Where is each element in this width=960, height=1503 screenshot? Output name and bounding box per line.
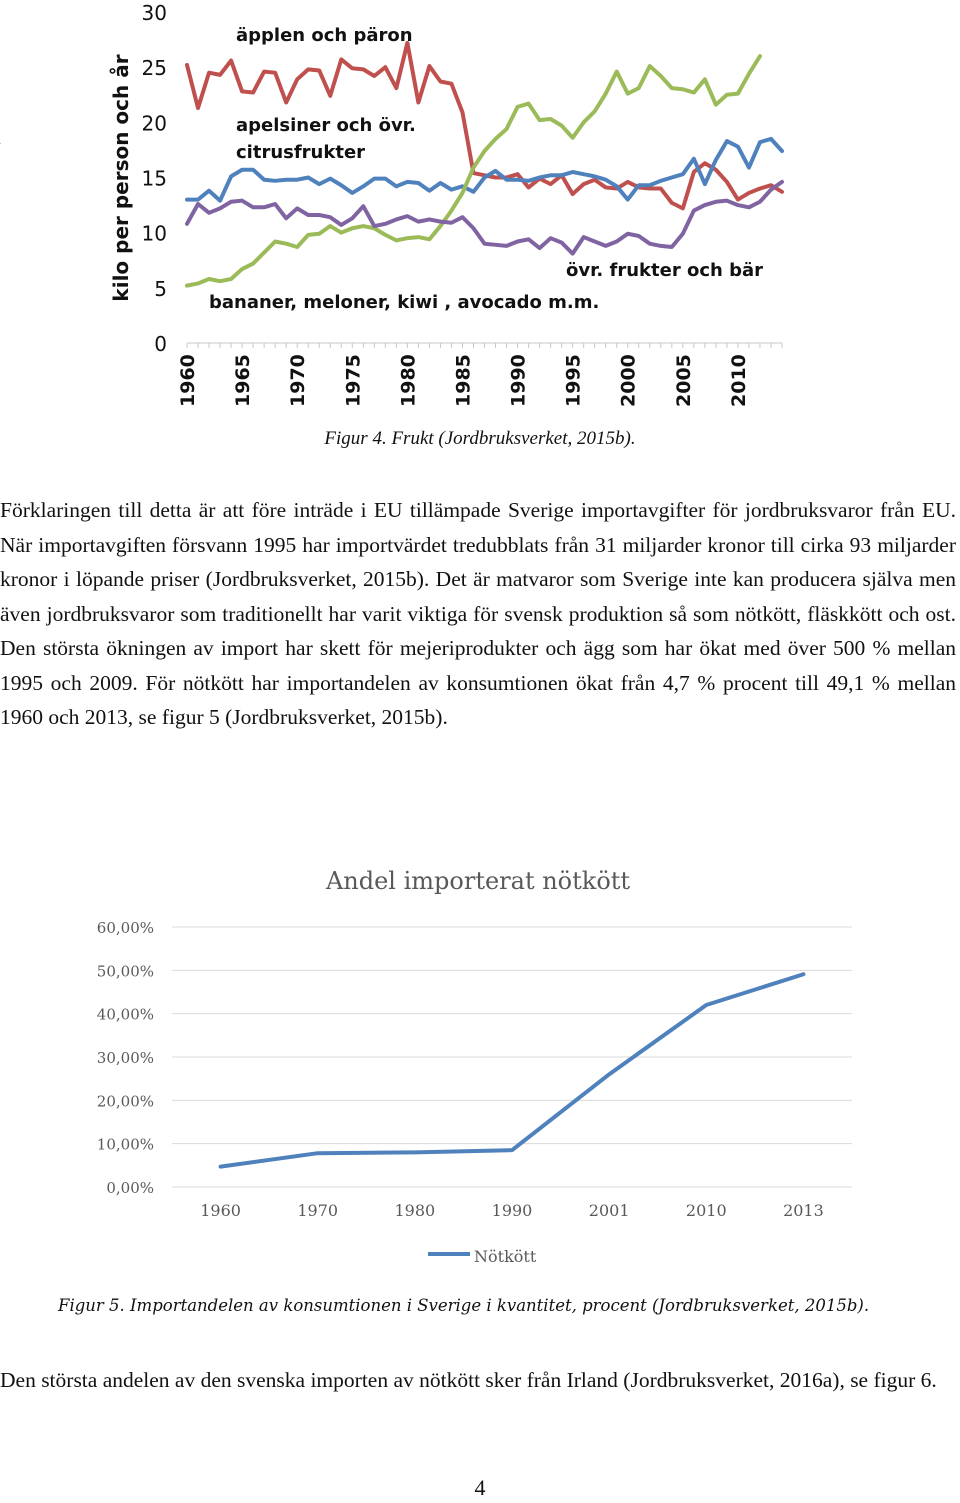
data-point — [230, 176, 231, 177]
data-point — [197, 107, 198, 108]
data-point — [451, 189, 452, 190]
data-point — [385, 234, 386, 235]
y-tick-label: 25 — [141, 56, 167, 81]
data-point — [682, 174, 683, 175]
data-point — [407, 216, 408, 217]
data-point — [561, 242, 562, 243]
data-point — [407, 238, 408, 239]
data-point — [616, 186, 617, 187]
data-point — [363, 225, 364, 226]
data-point — [550, 184, 551, 185]
x-tick-label: 2000 — [617, 354, 640, 407]
data-point — [440, 225, 441, 226]
figure-5-caption: Figur 5. Importandelen av konsumtionen i Sverige i kvantitet, procent (Jordbruksverket, 2015b). — [58, 1296, 870, 1315]
data-point — [506, 128, 507, 129]
data-point — [737, 93, 738, 94]
y-tick-label: 50,00% — [96, 962, 154, 981]
data-point — [418, 221, 419, 222]
data-point — [352, 192, 353, 193]
data-point — [682, 208, 683, 209]
data-point — [583, 174, 584, 175]
x-tick-label: 1990 — [491, 1201, 533, 1220]
data-point — [253, 92, 254, 93]
data-point — [462, 186, 463, 187]
y-gridlines — [187, 343, 782, 348]
data-point — [726, 200, 727, 201]
x-tick-label: 2005 — [672, 354, 695, 407]
data-point — [660, 180, 661, 181]
data-point — [264, 207, 265, 208]
data-point — [317, 1152, 319, 1154]
data-point — [330, 95, 331, 96]
data-point — [418, 182, 419, 183]
data-point — [374, 225, 375, 226]
data-point — [363, 206, 364, 207]
data-point — [186, 223, 187, 224]
chart-title: Andel importerat nötkött — [325, 867, 631, 895]
data-point — [186, 199, 187, 200]
y-tick-label: 10 — [141, 221, 167, 246]
data-point — [594, 176, 595, 177]
data-point — [583, 236, 584, 237]
data-point — [627, 199, 628, 200]
data-point — [528, 187, 529, 188]
data-point — [275, 72, 276, 73]
data-point — [264, 179, 265, 180]
data-point — [451, 210, 452, 211]
data-point — [693, 171, 694, 172]
data-point — [737, 146, 738, 147]
data-point — [495, 138, 496, 139]
data-point — [253, 263, 254, 264]
body-paragraph-2: Den största andelen av den svenska importen av nötkött sker från Irland (Jordbruksverket, 2016a), se figur 6. — [0, 1368, 937, 1392]
data-point — [561, 175, 562, 176]
data-point — [0, 143, 1, 144]
data-point — [572, 171, 573, 172]
data-point — [319, 214, 320, 215]
data-point — [528, 103, 529, 104]
data-point — [759, 56, 760, 57]
x-tick-label: 1995 — [562, 354, 585, 407]
data-point — [462, 217, 463, 218]
x-tick-labels — [177, 354, 750, 407]
data-point — [748, 207, 749, 208]
y-tick-label: 30,00% — [96, 1049, 154, 1067]
data-point — [616, 241, 617, 242]
data-point — [220, 1166, 222, 1168]
data-point — [186, 64, 187, 65]
data-point — [451, 222, 452, 223]
data-point — [330, 217, 331, 218]
data-point — [385, 223, 386, 224]
data-point — [726, 140, 727, 141]
series-lines — [220, 973, 804, 1167]
x-tick-label: 1970 — [297, 1201, 339, 1220]
data-point — [286, 179, 287, 180]
data-point — [594, 111, 595, 112]
data-point — [308, 214, 309, 215]
data-point — [682, 89, 683, 90]
data-point — [539, 177, 540, 178]
data-point — [528, 180, 529, 181]
data-point — [781, 150, 782, 151]
data-point — [693, 158, 694, 159]
data-point — [429, 219, 430, 220]
data-point — [748, 192, 749, 193]
label-bananas: bananer, meloner, kiwi , avocado m.m. — [209, 292, 600, 313]
x-tick-label: 1990 — [507, 354, 530, 407]
data-point — [748, 167, 749, 168]
imported-beef-chart — [0, 840, 960, 1280]
data-point — [297, 179, 298, 180]
data-point — [396, 88, 397, 89]
x-tick-label: 1960 — [200, 1201, 241, 1220]
data-point — [253, 207, 254, 208]
data-point — [275, 180, 276, 181]
data-point — [208, 72, 209, 73]
data-point — [495, 244, 496, 245]
data-point — [638, 185, 639, 186]
data-point — [671, 202, 672, 203]
data-point — [759, 188, 760, 189]
x-tick-label: 1970 — [287, 354, 310, 407]
data-point — [671, 246, 672, 247]
data-point — [308, 234, 309, 235]
data-point — [418, 236, 419, 237]
y-tick-label: 40,00% — [96, 1005, 154, 1024]
y-tick-label: 15 — [141, 166, 167, 191]
data-point — [363, 186, 364, 187]
data-point — [197, 199, 198, 200]
y-axis-title: kilo per person och år — [109, 54, 133, 302]
data-point — [440, 221, 441, 222]
data-point — [286, 102, 287, 103]
data-point — [715, 104, 716, 105]
data-point — [781, 181, 782, 182]
data-point — [462, 192, 463, 193]
data-point — [704, 204, 705, 205]
data-point — [462, 112, 463, 113]
data-point — [660, 245, 661, 246]
data-point — [407, 181, 408, 182]
data-point — [759, 142, 760, 143]
data-point — [495, 170, 496, 171]
data-point — [230, 201, 231, 202]
y-tick-label: 0,00% — [106, 1179, 154, 1197]
data-point — [418, 102, 419, 103]
data-point — [341, 59, 342, 60]
x-tick-label: 2010 — [685, 1201, 727, 1220]
data-point — [219, 208, 220, 209]
y-tick-label: 0 — [154, 332, 167, 356]
data-point — [583, 122, 584, 123]
data-point — [241, 91, 242, 92]
data-point — [219, 74, 220, 75]
data-point — [429, 239, 430, 240]
data-point — [396, 186, 397, 187]
data-point — [550, 175, 551, 176]
data-point — [186, 285, 187, 286]
data-point — [484, 177, 485, 178]
data-point — [638, 88, 639, 89]
data-point — [511, 1149, 513, 1151]
label-citrus-line1: apelsiner och övr. — [236, 115, 416, 136]
data-point — [759, 201, 760, 202]
y-tick-label: 5 — [154, 276, 167, 301]
data-point — [627, 233, 628, 234]
y-tick-labels — [142, 1, 167, 356]
data-point — [550, 118, 551, 119]
data-point — [583, 184, 584, 185]
data-point — [693, 210, 694, 211]
data-point — [275, 203, 276, 204]
data-point — [230, 60, 231, 61]
data-point — [241, 169, 242, 170]
data-point — [319, 184, 320, 185]
data-point — [649, 65, 650, 66]
x-tick-label: 1980 — [394, 1201, 436, 1220]
x-tick-label: 1975 — [342, 354, 365, 407]
data-point — [208, 190, 209, 191]
data-point — [715, 201, 716, 202]
data-point — [671, 177, 672, 178]
x-tick-label: 2013 — [783, 1201, 824, 1220]
data-point — [385, 178, 386, 179]
data-point — [572, 253, 573, 254]
data-point — [414, 1152, 416, 1154]
figure-4-caption: Figur 4. Frukt (Jordbruksverket, 2015b). — [324, 428, 636, 449]
data-point — [275, 241, 276, 242]
label-apples-pears: äpplen och päron — [236, 25, 413, 46]
data-point — [264, 71, 265, 72]
data-point — [341, 232, 342, 233]
x-tick-label: 2001 — [588, 1201, 630, 1220]
data-point — [770, 138, 771, 139]
data-point — [495, 177, 496, 178]
data-point — [363, 69, 364, 70]
data-point — [396, 219, 397, 220]
data-point — [605, 187, 606, 188]
data-point — [682, 233, 683, 234]
data-point — [506, 179, 507, 180]
data-point — [671, 88, 672, 89]
data-point — [352, 218, 353, 219]
data-point — [308, 69, 309, 70]
data-point — [440, 182, 441, 183]
body-paragraph-1: Förklaringen till detta är att före inträde i EU tillämpade Sverige importavgifter för jordbruksvaror från EU. När importavgiften försvann 1995 har importvärdet tredubblats från 31 miljarder kronor till cirka 93 miljarder kronor i löpande priser (Jordbruksverket, 2015b). Det är matvaror som Sverige inte kan producera själva men även jordbruksvaror som traditionellt har varit viktiga för svensk produktion så som nötkött, fläskkött och ost. Den största ökningen av import har skett för mejeriprodukter och ägg som har ökat med över 500 % mellan 1995 och 2009. För nötkött har importandelen av konsumtionen ökat från 4,7 % procent till 49,1 % mellan 1960 och 2013, se figur 5 (Jordbruksverket, 2015b). — [0, 498, 956, 729]
data-point — [550, 238, 551, 239]
data-point — [748, 73, 749, 74]
data-point — [253, 169, 254, 170]
data-point — [770, 185, 771, 186]
data-point — [197, 203, 198, 204]
data-point — [517, 174, 518, 175]
data-point — [264, 252, 265, 253]
data-point — [484, 150, 485, 151]
data-point — [330, 225, 331, 226]
data-point — [208, 278, 209, 279]
data-point — [429, 65, 430, 66]
x-tick-label: 2010 — [727, 354, 750, 407]
data-point — [594, 241, 595, 242]
data-point — [374, 178, 375, 179]
data-point — [539, 248, 540, 249]
series-line-2 — [187, 56, 760, 285]
data-point — [297, 79, 298, 80]
label-citrus-line2: citrusfrukter — [236, 142, 366, 163]
data-point — [241, 268, 242, 269]
data-point — [352, 68, 353, 69]
legend-label: Nötkött — [474, 1247, 537, 1266]
data-point — [605, 245, 606, 246]
data-point — [704, 163, 705, 164]
data-point — [440, 81, 441, 82]
data-point — [219, 281, 220, 282]
x-tick-label: 1985 — [452, 354, 475, 407]
data-point — [605, 179, 606, 180]
data-point — [374, 75, 375, 76]
y-tick-label: 30 — [141, 1, 167, 25]
data-point — [517, 179, 518, 180]
data-point — [297, 208, 298, 209]
data-point — [572, 137, 573, 138]
data-point — [660, 188, 661, 189]
data-point — [770, 189, 771, 190]
data-point — [230, 278, 231, 279]
data-point — [561, 125, 562, 126]
data-point — [539, 120, 540, 121]
series-line-0 — [221, 974, 804, 1166]
data-point — [396, 240, 397, 241]
data-point — [286, 218, 287, 219]
data-point — [319, 70, 320, 71]
data-point — [330, 178, 331, 179]
data-point — [572, 193, 573, 194]
data-point — [241, 200, 242, 201]
data-point — [649, 243, 650, 244]
data-point — [484, 243, 485, 244]
data-point — [605, 93, 606, 94]
data-point — [308, 177, 309, 178]
data-point — [341, 185, 342, 186]
data-point — [506, 245, 507, 246]
data-point — [451, 83, 452, 84]
data-point — [517, 106, 518, 107]
x-tick-labels — [200, 1201, 824, 1220]
data-point — [660, 75, 661, 76]
page-number: 4 — [474, 1475, 486, 1500]
data-point — [341, 224, 342, 225]
data-point — [528, 239, 529, 240]
data-point — [715, 159, 716, 160]
data-point — [737, 204, 738, 205]
data-point — [704, 184, 705, 185]
label-other-fruits: övr. frukter och bär — [566, 260, 763, 281]
data-point — [473, 167, 474, 168]
data-point — [385, 67, 386, 68]
data-point — [627, 181, 628, 182]
data-point — [704, 79, 705, 80]
y-tick-label: 20,00% — [96, 1092, 154, 1111]
data-point — [726, 181, 727, 182]
data-point — [616, 71, 617, 72]
data-point — [219, 200, 220, 201]
data-point — [803, 973, 805, 975]
y-tick-labels — [97, 919, 154, 1197]
data-point — [352, 228, 353, 229]
data-point — [429, 190, 430, 191]
data-point — [649, 185, 650, 186]
data-point — [705, 1004, 707, 1006]
x-tick-label: 1965 — [232, 354, 255, 407]
data-point — [649, 188, 650, 189]
data-point — [638, 235, 639, 236]
data-point — [319, 233, 320, 234]
data-point — [715, 169, 716, 170]
y-tick-label: 60,00% — [96, 919, 154, 937]
data-point — [297, 246, 298, 247]
data-point — [517, 241, 518, 242]
data-point — [608, 1074, 610, 1076]
data-point — [693, 92, 694, 93]
data-point — [737, 199, 738, 200]
fruit-consumption-chart — [0, 0, 960, 420]
data-point — [208, 212, 209, 213]
data-point — [627, 93, 628, 94]
data-point — [286, 243, 287, 244]
data-point — [726, 94, 727, 95]
x-tick-label: 1960 — [177, 354, 199, 407]
data-point — [781, 191, 782, 192]
y-tick-label: 10,00% — [96, 1135, 154, 1154]
data-point — [197, 283, 198, 284]
data-point — [473, 191, 474, 192]
data-point — [473, 228, 474, 229]
data-point — [594, 179, 595, 180]
x-tick-label: 1980 — [397, 354, 420, 407]
y-tick-label: 20 — [141, 111, 167, 136]
